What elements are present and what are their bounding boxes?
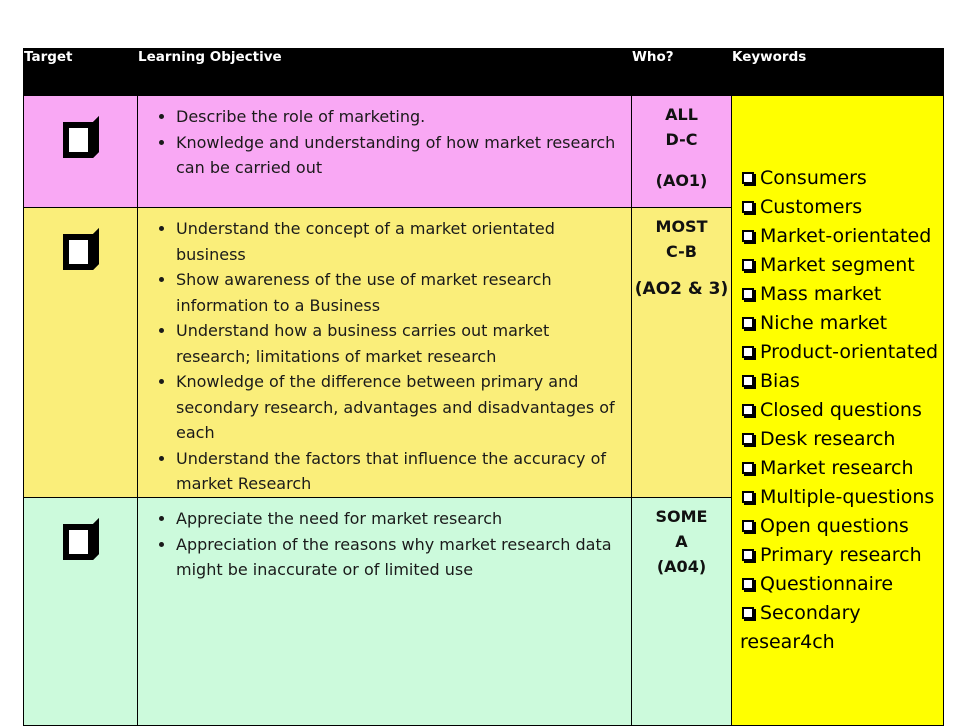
keyword-item: Secondary resear4ch [740,602,861,653]
keyword-item: Market-orientated [740,222,939,251]
checkbox-bullet-icon [742,607,754,619]
keyword-list [740,164,939,657]
who-assessment: (AO1) [655,171,708,190]
checkbox-icon[interactable] [59,224,103,272]
who-assessment: (AO2 & 3) [634,279,729,299]
target-cell [24,208,138,498]
target-cell [24,498,138,726]
objective-list [138,208,631,497]
checkbox-bullet-icon [742,288,754,300]
checkbox-bullet-icon [742,230,754,242]
checkbox-bullet-icon [742,317,754,329]
keyword-item: Customers [740,193,939,222]
header-who: Who? [632,49,732,96]
checkbox-bullet-icon [742,346,754,358]
header-learning-objective: Learning Objective [138,49,632,96]
keyword-item: Product-orientated [740,338,939,367]
who-grade: A [675,532,688,551]
objective-item: • Understand the concept of a market orientated business [176,216,617,267]
header-keywords: Keywords [732,49,944,96]
checkbox-icon[interactable] [59,112,103,160]
who-assessment: (A04) [656,557,707,576]
objective-item: • Understand how a business carries out market research; limitations of market research [176,318,617,369]
who-group: ALL [665,105,698,124]
checkbox-bullet-icon [742,578,754,590]
who-cell [632,96,732,208]
objectives-cell [138,498,632,726]
keyword-item: Market research [740,454,939,483]
keyword-item: Open questions [740,512,939,541]
objective-item: • Knowledge and understanding of how market research can be carried out [176,130,617,181]
learning-objectives-table [23,48,944,726]
who-grade: D-C [665,130,698,149]
checkbox-bullet-icon [742,404,754,416]
who-group: MOST [655,217,708,236]
checkbox-bullet-icon [742,462,754,474]
keywords-cell [732,96,944,726]
checkbox-bullet-icon [742,433,754,445]
checkbox-bullet-icon [742,549,754,561]
objective-item: • Appreciate the need for market research [176,506,617,532]
objective-item: • Knowledge of the difference between primary and secondary research, advantages and disadvantages of each [176,369,617,446]
target-cell [24,96,138,208]
keyword-item: Questionnaire [740,570,939,599]
who-cell [632,498,732,726]
checkbox-bullet-icon [742,520,754,532]
keyword-item: Consumers [740,164,939,193]
keyword-item: Mass market [740,280,939,309]
objective-item: • Describe the role of marketing. [176,104,617,130]
objective-item: • Show awareness of the use of market research information to a Business [176,267,617,318]
keyword-item: Bias [740,367,939,396]
header-target: Target [24,49,138,96]
keyword-item: Closed questions [740,396,939,425]
header-row [24,49,944,96]
objectives-cell [138,208,632,498]
keyword-item: Multiple-questions [740,483,939,512]
checkbox-bullet-icon [742,259,754,271]
keyword-item: Primary research [740,541,939,570]
checkbox-bullet-icon [742,491,754,503]
objective-row-all [24,96,944,208]
checkbox-bullet-icon [742,201,754,213]
checkbox-bullet-icon [742,172,754,184]
objective-item: • Appreciation of the reasons why market research data might be inaccurate or of limited use [176,532,617,583]
objectives-cell [138,96,632,208]
objective-list [138,96,631,181]
checkbox-icon[interactable] [59,514,103,562]
checkbox-bullet-icon [742,375,754,387]
who-group: SOME [655,507,708,526]
objective-list [138,498,631,583]
who-grade: C-B [666,242,697,261]
keyword-item: Desk research [740,425,939,454]
keyword-item: Niche market [740,309,939,338]
who-cell [632,208,732,498]
keyword-item: Market segment [740,251,939,280]
objective-item: • Understand the factors that influence the accuracy of market Research [176,446,617,497]
